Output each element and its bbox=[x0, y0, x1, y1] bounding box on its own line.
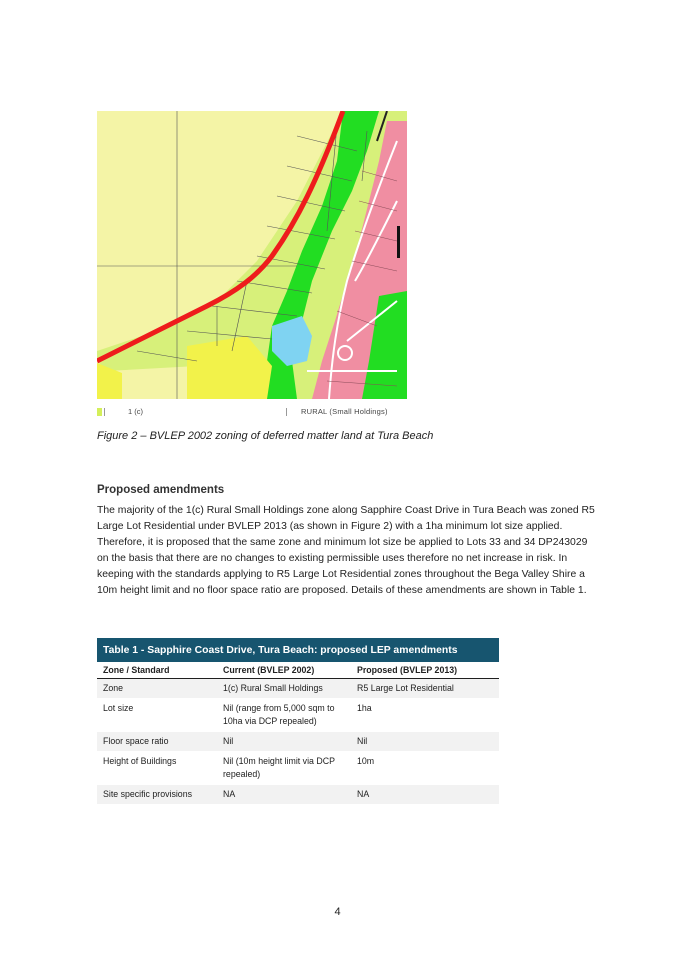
lep-amendments-table bbox=[97, 638, 499, 805]
table-cell: 1ha bbox=[351, 699, 499, 732]
table-cell: NA bbox=[217, 785, 351, 805]
table-row bbox=[97, 679, 499, 699]
table-cell: Height of Buildings bbox=[97, 752, 217, 785]
table-cell: Nil bbox=[351, 732, 499, 752]
legend-divider bbox=[104, 408, 105, 416]
column-header: Current (BVLEP 2002) bbox=[217, 662, 351, 679]
zoning-map-image bbox=[97, 111, 407, 399]
zoning-map bbox=[97, 111, 407, 399]
section-heading: Proposed amendments bbox=[97, 484, 225, 496]
table-cell: Nil bbox=[217, 732, 351, 752]
table-cell: Site specific provisions bbox=[97, 785, 217, 805]
table-title: Table 1 - Sapphire Coast Drive, Tura Beach: proposed LEP amendments bbox=[97, 638, 499, 662]
legend-code: 1 (c) bbox=[128, 407, 143, 416]
table-row bbox=[97, 699, 499, 732]
table-cell: 1(c) Rural Small Holdings bbox=[217, 679, 351, 699]
column-header: Proposed (BVLEP 2013) bbox=[351, 662, 499, 679]
table-cell: Nil (range from 5,000 sqm to 10ha via DCP repealed) bbox=[217, 699, 351, 732]
section-paragraph: The majority of the 1(c) Rural Small Holdings zone along Sapphire Coast Drive in Tura Beach was zoned R5 Large Lot Residential under BVLEP 2013 (as shown in Figure 2) with a 1ha minimum lot size applied. Therefore, it is proposed that the same zone and minimum lot size be applied to Lots 33 and 34 DP243029 on the basis that there are no changes to existing permissible uses therefore no net increase in risk. In keeping with the standards applying to R5 Large Lot Residential zones throughout the Bega Valley Shire a 10m height limit and no floor space ratio are proposed. Details of these amendments are shown in Table 1. bbox=[97, 505, 595, 596]
map-legend bbox=[97, 405, 417, 421]
table-row bbox=[97, 752, 499, 785]
table-cell: Nil (10m height limit via DCP repealed) bbox=[217, 752, 351, 785]
table-row bbox=[97, 732, 499, 752]
page-number: 4 bbox=[334, 906, 341, 918]
table-cell: NA bbox=[351, 785, 499, 805]
table-cell: 10m bbox=[351, 752, 499, 785]
table-row bbox=[97, 785, 499, 805]
figure-caption: Figure 2 – BVLEP 2002 zoning of deferred matter land at Tura Beach bbox=[97, 430, 434, 442]
table-cell: R5 Large Lot Residential bbox=[351, 679, 499, 699]
column-header: Zone / Standard bbox=[97, 662, 217, 679]
legend-swatch bbox=[97, 408, 102, 416]
table-cell: Floor space ratio bbox=[97, 732, 217, 752]
table-cell: Zone bbox=[97, 679, 217, 699]
legend-divider bbox=[286, 408, 287, 416]
legend-description: RURAL (Small Holdings) bbox=[301, 407, 388, 416]
table-cell: Lot size bbox=[97, 699, 217, 732]
